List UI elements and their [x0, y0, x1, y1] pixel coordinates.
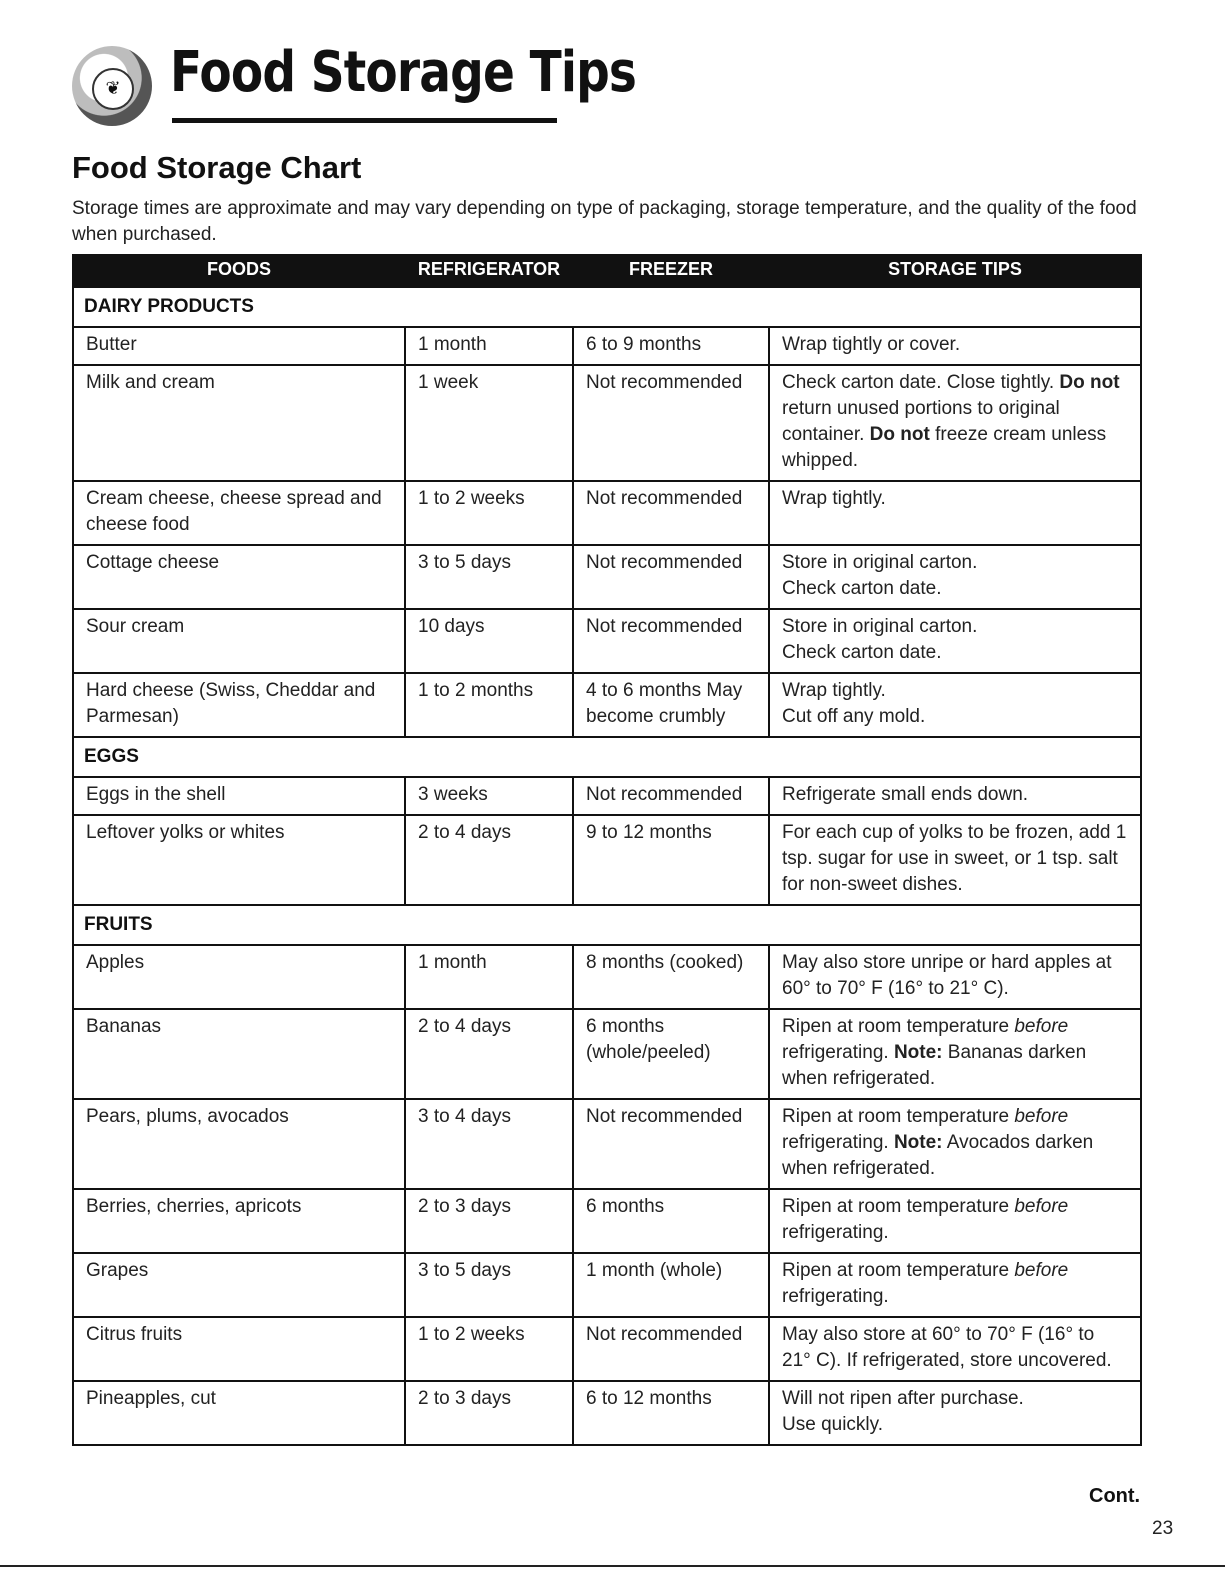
tip-text: Ripen at room temperature: [782, 1196, 1015, 1217]
tip-text: refrigerating.: [782, 1042, 894, 1063]
tip-text: Note:: [893, 1042, 943, 1063]
table-row: [73, 327, 1141, 365]
category-row: [73, 287, 1141, 327]
food-cell: Grapes: [73, 1253, 405, 1317]
table-row: [73, 1009, 1141, 1099]
tip-text: Check carton date.: [782, 578, 942, 599]
freezer-cell: Not recommended: [573, 545, 769, 609]
tip-text: before: [1014, 1016, 1069, 1037]
table-row: [73, 481, 1141, 545]
section-title: Food Storage Chart: [72, 150, 362, 185]
tip-text: Do not: [1059, 372, 1120, 393]
freezer-cell: 6 to 9 months: [573, 327, 769, 365]
storage-tips-cell: [769, 815, 1141, 905]
tip-text: May also store unripe or hard apples at 60° to 70° F (16° to 21° C).: [782, 952, 1112, 999]
column-header-storage-tips: STORAGE TIPS: [769, 255, 1141, 287]
food-cell: Cream cheese, cheese spread and cheese food: [73, 481, 405, 545]
table-row: [73, 545, 1141, 609]
tip-text: refrigerating.: [782, 1286, 889, 1307]
refrigerator-cell: 1 to 2 months: [405, 673, 573, 737]
freezer-cell: 9 to 12 months: [573, 815, 769, 905]
freezer-cell: Not recommended: [573, 1317, 769, 1381]
refrigerator-cell: 1 week: [405, 365, 573, 481]
tip-text: May also store at 60° to 70° F (16° to 21° C). If refrigerated, store uncovered.: [782, 1324, 1112, 1371]
tip-text: Avocados darken when refrigerated.: [782, 1132, 1094, 1179]
storage-tips-cell: [769, 1099, 1141, 1189]
food-cell: Butter: [73, 327, 405, 365]
storage-tips-cell: [769, 1317, 1141, 1381]
food-cell: Berries, cherries, apricots: [73, 1189, 405, 1253]
table-header-row: [73, 255, 1141, 287]
tip-text: Wrap tightly.: [782, 488, 886, 509]
tip-text: Refrigerate small ends down.: [782, 784, 1029, 805]
refrigerator-cell: 3 to 5 days: [405, 1253, 573, 1317]
tip-text: Note:: [893, 1132, 943, 1153]
tip-text: Bananas darken when refrigerated.: [782, 1042, 1087, 1089]
tip-text: Check carton date. Close tightly.: [782, 372, 1060, 393]
refrigerator-cell: 1 to 2 weeks: [405, 481, 573, 545]
storage-tips-cell: [769, 609, 1141, 673]
food-cell: Pears, plums, avocados: [73, 1099, 405, 1189]
refrigerator-cell: 2 to 4 days: [405, 1009, 573, 1099]
freezer-cell: 6 months: [573, 1189, 769, 1253]
column-header-freezer: FREEZER: [573, 255, 769, 287]
refrigerator-cell: 1 to 2 weeks: [405, 1317, 573, 1381]
table-row: [73, 365, 1141, 481]
storage-tips-cell: [769, 1189, 1141, 1253]
category-row: [73, 905, 1141, 945]
table-body: [73, 287, 1141, 1445]
tip-text: refrigerating.: [782, 1222, 889, 1243]
storage-tips-cell: [769, 777, 1141, 815]
refrigerator-cell: 2 to 3 days: [405, 1189, 573, 1253]
table-row: [73, 609, 1141, 673]
refrigerator-cell: 10 days: [405, 609, 573, 673]
refrigerator-cell: 1 month: [405, 945, 573, 1009]
column-header-refrigerator: REFRIGERATOR: [405, 255, 573, 287]
category-heading: EGGS: [73, 737, 1141, 777]
refrigerator-cell: 2 to 4 days: [405, 815, 573, 905]
freezer-cell: 1 month (whole): [573, 1253, 769, 1317]
tip-text: Store in original carton.: [782, 616, 978, 637]
table-row: [73, 945, 1141, 1009]
tip-text: Will not ripen after purchase.: [782, 1388, 1024, 1409]
table-row: [73, 1381, 1141, 1445]
category-heading: FRUITS: [73, 905, 1141, 945]
food-storage-table: [72, 254, 1142, 1446]
page-number: 23: [1152, 1518, 1174, 1539]
tip-text: before: [1014, 1196, 1069, 1217]
tip-text: Ripen at room temperature: [782, 1016, 1015, 1037]
storage-tips-cell: [769, 1381, 1141, 1445]
tip-text: Ripen at room temperature: [782, 1260, 1015, 1281]
food-cell: Leftover yolks or whites: [73, 815, 405, 905]
freezer-cell: Not recommended: [573, 481, 769, 545]
refrigerator-cell: 3 to 4 days: [405, 1099, 573, 1189]
food-cell: Apples: [73, 945, 405, 1009]
tip-text: Wrap tightly.: [782, 680, 886, 701]
food-cell: Milk and cream: [73, 365, 405, 481]
refrigerator-cell: 3 to 5 days: [405, 545, 573, 609]
freezer-cell: Not recommended: [573, 609, 769, 673]
food-cell: Cottage cheese: [73, 545, 405, 609]
food-cell: Hard cheese (Swiss, Cheddar and Parmesan): [73, 673, 405, 737]
table-row: [73, 673, 1141, 737]
tip-text: Use quickly.: [782, 1414, 884, 1435]
freezer-cell: 6 months (whole/peeled): [573, 1009, 769, 1099]
table-row: [73, 1189, 1141, 1253]
tip-text: Cut off any mold.: [782, 706, 926, 727]
table-row: [73, 1317, 1141, 1381]
tip-text: before: [1014, 1260, 1069, 1281]
tip-text: return unused portions to original container.: [782, 398, 1060, 445]
freezer-cell: Not recommended: [573, 1099, 769, 1189]
refrigerator-cell: 1 month: [405, 327, 573, 365]
tip-text: Ripen at room temperature: [782, 1106, 1015, 1127]
food-cell: Citrus fruits: [73, 1317, 405, 1381]
food-cell: Pineapples, cut: [73, 1381, 405, 1445]
storage-tips-cell: [769, 945, 1141, 1009]
column-header-foods: FOODS: [73, 255, 405, 287]
storage-tips-cell: [769, 1253, 1141, 1317]
storage-tips-cell: [769, 545, 1141, 609]
refrigerator-cell: 2 to 3 days: [405, 1381, 573, 1445]
food-cell: Eggs in the shell: [73, 777, 405, 815]
freezer-cell: 6 to 12 months: [573, 1381, 769, 1445]
tip-text: Store in original carton.: [782, 552, 978, 573]
table-row: [73, 777, 1141, 815]
refrigerator-cell: 3 weeks: [405, 777, 573, 815]
page-title: Food Storage Tips: [170, 40, 637, 105]
tip-text: Wrap tightly or cover.: [782, 334, 961, 355]
bottom-divider: [0, 1565, 1225, 1567]
food-storage-logo-icon: [72, 46, 152, 126]
storage-tips-cell: [769, 673, 1141, 737]
storage-tips-cell: [769, 1009, 1141, 1099]
title-underline: [172, 118, 557, 123]
tip-text: refrigerating.: [782, 1132, 894, 1153]
food-cell: Sour cream: [73, 609, 405, 673]
intro-paragraph: Storage times are approximate and may vary depending on type of packaging, storage temperature, and the quality of the food when purchased.: [72, 198, 1137, 245]
table-row: [73, 1253, 1141, 1317]
tip-text: freeze cream unless whipped.: [782, 424, 1107, 471]
table-row: [73, 1099, 1141, 1189]
storage-tips-cell: [769, 327, 1141, 365]
table-row: [73, 815, 1141, 905]
freezer-cell: Not recommended: [573, 777, 769, 815]
tip-text: before: [1014, 1106, 1069, 1127]
freezer-cell: 8 months (cooked): [573, 945, 769, 1009]
storage-tips-cell: [769, 365, 1141, 481]
category-row: [73, 737, 1141, 777]
continued-label: Cont.: [1089, 1485, 1141, 1507]
tip-text: Do not: [869, 424, 930, 445]
tip-text: For each cup of yolks to be frozen, add 1 tsp. sugar for use in sweet, or 1 tsp. salt for non-sweet dishes.: [782, 822, 1127, 895]
freezer-cell: Not recommended: [573, 365, 769, 481]
food-cell: Bananas: [73, 1009, 405, 1099]
tip-text: Check carton date.: [782, 642, 942, 663]
lightbulb-icon: ❦: [92, 68, 134, 110]
page-header: [72, 40, 637, 130]
storage-tips-cell: [769, 481, 1141, 545]
freezer-cell: 4 to 6 months May become crumbly: [573, 673, 769, 737]
category-heading: DAIRY PRODUCTS: [73, 287, 1141, 327]
